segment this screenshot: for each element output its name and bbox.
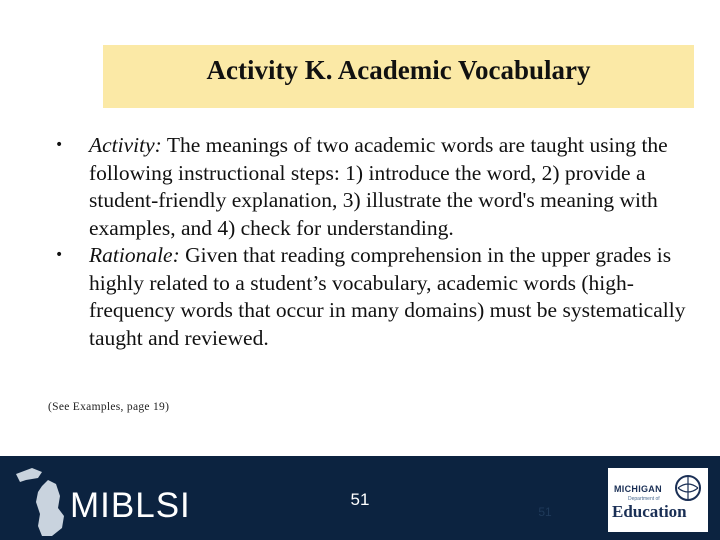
michigan-education-logo <box>608 468 708 532</box>
bullet-dot-icon: • <box>55 137 64 153</box>
mde-line1: MICHIGAN <box>614 484 662 494</box>
mde-line3: Education <box>612 502 687 521</box>
bullet-list <box>55 132 705 352</box>
bullet-rationale <box>55 242 705 352</box>
bullet-text: The meanings of two academic words are taught using the following instructional steps: 1) introduce the word, 2) provide a student-friendly explanation, 3) illustrate the word's meaning with examples, and 4) check for understanding. <box>89 133 668 240</box>
michigan-map-icon <box>12 466 70 538</box>
page-number-secondary: 51 <box>538 505 552 519</box>
bullet-text: Given that reading comprehension in the upper grades is highly related to a student’s vocabulary, academic words (high-frequency words that occur in many domains) must be systematically taught and reviewed. <box>89 243 686 350</box>
bullet-dot-icon: • <box>55 247 64 263</box>
mde-line2: Department of <box>628 496 660 502</box>
bullet-label: Activity: <box>89 133 162 157</box>
page-number: 51 <box>350 490 370 509</box>
miblsi-logo: MIBLSI <box>70 486 191 525</box>
footer-bar <box>0 456 720 540</box>
slide-title: Activity K. Academic Vocabulary <box>206 55 591 85</box>
examples-note: (See Examples, page 19) <box>48 401 170 413</box>
title-box <box>103 45 694 108</box>
bullet-activity <box>55 132 705 242</box>
globe-icon <box>674 474 702 502</box>
bullet-label: Rationale: <box>89 243 180 267</box>
